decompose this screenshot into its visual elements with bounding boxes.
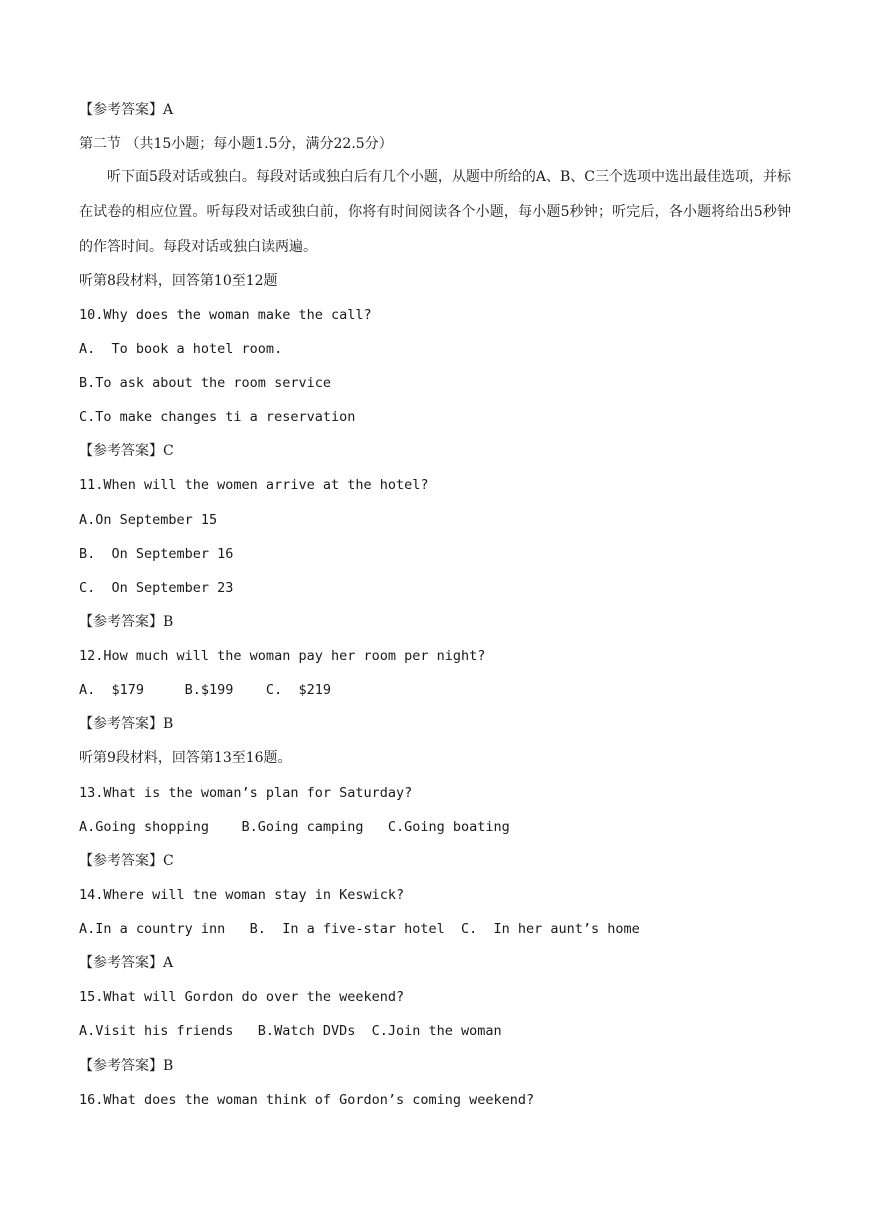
- question-13: 13.What is the woman’s plan for Saturday?: [79, 785, 413, 801]
- question-10: 10.Why does the woman make the call?: [79, 307, 372, 323]
- q13-options: A.Going shopping B.Going camping C.Going boating: [79, 819, 510, 835]
- q10-option-c: C.To make changes ti a reservation: [79, 409, 356, 425]
- answer-key-q13: 【参考答案】C: [79, 853, 174, 869]
- answer-key-q9: 【参考答案】A: [79, 102, 174, 118]
- answer-key-q10: 【参考答案】C: [79, 443, 174, 459]
- q10-option-b: B.To ask about the room service: [79, 375, 331, 391]
- question-12: 12.How much will the woman pay her room per night?: [79, 648, 486, 664]
- answer-key-q12: 【参考答案】B: [79, 716, 174, 732]
- section-instructions: 听下面5段对话或独白。每段对话或独白后有几个小题，从题中所给的A、B、C三个选项中选出最佳选项，并标在试卷的相应位置。听每段对话或独白前，你将有时间阅读各个小题，每小题5秒钟；听完后，各小题将给出5秒钟的作答时间。每段对话或独白读两遍。: [79, 169, 792, 255]
- passage-9-heading: 听第9段材料，回答第13至16题。: [79, 750, 292, 766]
- q14-options: A.In a country inn B. In a five-star hotel C. In her aunt’s home: [79, 921, 640, 937]
- answer-key-q15: 【参考答案】B: [79, 1058, 174, 1074]
- question-16: 16.What does the woman think of Gordon’s coming weekend?: [79, 1092, 535, 1108]
- question-14: 14.Where will tne woman stay in Keswick?: [79, 887, 405, 903]
- answer-key-q14: 【参考答案】A: [79, 955, 174, 971]
- q15-options: A.Visit his friends B.Watch DVDs C.Join the woman: [79, 1023, 502, 1039]
- q11-option-c: C. On September 23: [79, 580, 234, 596]
- answer-key-q11: 【参考答案】B: [79, 614, 174, 630]
- question-15: 15.What will Gordon do over the weekend?: [79, 989, 405, 1005]
- q11-option-b: B. On September 16: [79, 546, 234, 562]
- question-11: 11.When will the women arrive at the hotel?: [79, 477, 429, 493]
- section-2-title: 第二节 （共15小题；每小题1.5分，满分22.5分）: [79, 136, 393, 152]
- passage-8-heading: 听第8段材料，回答第10至12题: [79, 273, 278, 289]
- q10-option-a: A. To book a hotel room.: [79, 341, 283, 357]
- q11-option-a: A.On September 15: [79, 512, 218, 528]
- q12-options: A. $179 B.$199 C. $219: [79, 682, 331, 698]
